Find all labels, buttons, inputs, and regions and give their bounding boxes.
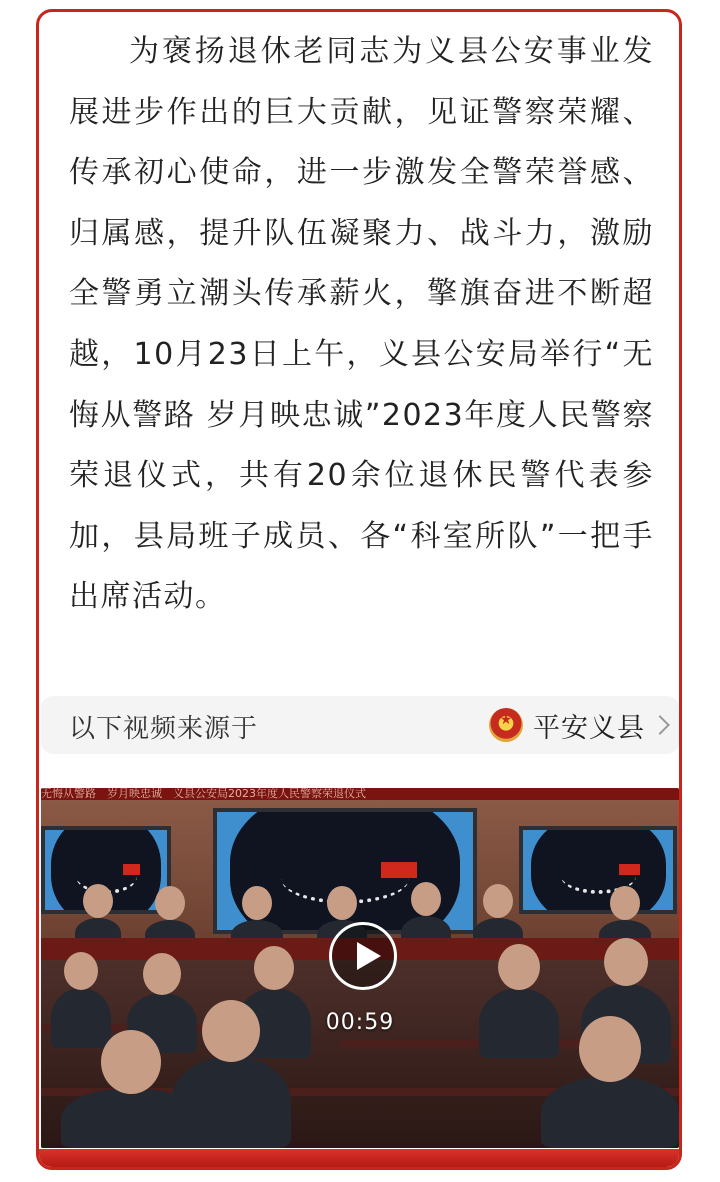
chevron-right-icon [650, 715, 670, 735]
video-side-screen-right [519, 826, 677, 914]
article-card [36, 9, 682, 1170]
video-banner: 无悔从警路 岁月映忠诚 义县公安局2023年度人民警察荣退仪式 [41, 788, 679, 800]
source-account-link[interactable] [489, 704, 673, 746]
police-badge-icon [489, 708, 523, 742]
video-figure [171, 1056, 291, 1148]
video-duration: 00:59 [325, 1010, 395, 1035]
video-source-bar[interactable] [41, 696, 679, 754]
video-player[interactable] [41, 788, 679, 1148]
video-source-label: 以下视频来源于 [69, 714, 259, 744]
source-account-name: 平安义县 [533, 712, 645, 744]
play-icon[interactable] [329, 922, 397, 990]
video-figure [541, 1076, 679, 1148]
article-paragraph: 为褒扬退休老同志为义县公安事业发展进步作出的巨大贡献，见证警察荣耀、传承初心使命，进一步激发全警荣誉感、归属感，提升队伍凝聚力、战斗力，激励全警勇立潮头传承薪火，擎旗奋进不断超越，10月23日上午，义县公安局举行“无悔从警路 岁月映忠诚”2023年度人民警察荣退仪式，共有20余位退休民警代表参加，县局班子成员、各“科室所队”一把手出席活动。 [69, 34, 654, 615]
